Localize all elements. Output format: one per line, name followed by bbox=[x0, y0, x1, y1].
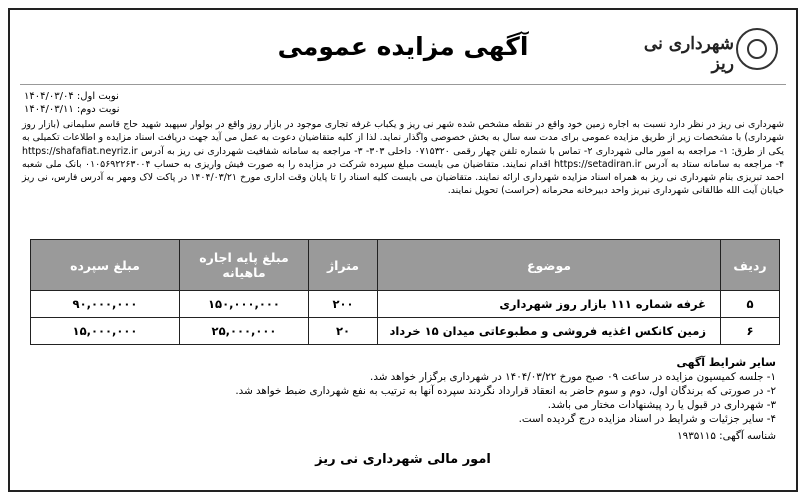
table-row bbox=[31, 291, 780, 318]
col-deposit: مبلغ سپرده bbox=[31, 240, 180, 291]
col-area: متراژ bbox=[309, 240, 378, 291]
first-notice-date: نوبت اول: ۱۴۰۴/۰۳/۰۴ bbox=[24, 91, 119, 102]
announcement-paragraph: شهرداری نی ریز در نظر دارد نسبت به اجاره زمین خود واقع در نقطه مشخص شده شهر نی ریز و یکباب غرفه تجاری موجود در بازار روز واقع در بولوار سپهبد شهید حاج قاسم سلیمانی (بازار روز شهرداری) با مشخصات زیر از طریق مزایده عمومی برای مدت سه سال به بخش خصوصی واگذار نماید. لذا از کلیه متقاضیان دعوت به عمل می آید جهت دریافت اسناد مزایده و اطلاعات تکمیلی به یکی از طرق: ۱- مراجعه به امور مالی شهرداری ۲- تماس با شماره تلفن چهار رقمی ۰۷۱۵۳۲۰ داخلی ۳۰۳- ۳- مراجعه به سامانه شفافیت شهرداری نی ریز به آدرس https://shafafiat.neyriz.ir ۴- مراجعه به سامانه ستاد به آدرس https://setadiran.ir اقدام نمایند. متقاضیان می بایست مبلغ سپرده شرکت در مزایده را به صورت فیش واریزی به حساب ۰۱۰۵۶۹۲۲۶۳۰۰۴ بانک ملی شعبه احمد تبریزی بنام شهرداری نی ریز به همراه اسناد مزایده شهرداری ارائه نمایند. متقاضیان می بایست کلیه اسناد را تا پایان وقت اداری مورخ ۱۴۰۴/۰۳/۲۱ در پاکت لاک ومهر به آدرس فارس، نی ریز خیابان آیت الله طالقانی شهرداری نیریز واحد دبیرخانه محرمانه (حراست) تحویل نمایند. bbox=[22, 119, 784, 197]
condition-item: ۳- شهرداری در قبول یا رد پیشنهادات مختار می باشد. bbox=[547, 399, 776, 411]
table-row bbox=[31, 318, 780, 345]
auction-items-table bbox=[30, 239, 780, 345]
col-row-number: ردیف bbox=[721, 240, 780, 291]
row-deposit: ۹۰,۰۰۰,۰۰۰ bbox=[31, 291, 180, 318]
second-notice-date: نوبت دوم: ۱۴۰۴/۰۳/۱۱ bbox=[24, 104, 120, 115]
logo-wordmark: شهرداری نی ریز bbox=[643, 34, 734, 74]
row-subject: زمین کانکس اغذیه فروشی و مطبوعاتی میدان ۱۵ خرداد bbox=[378, 318, 721, 345]
col-base-rent: مبلغ پایه اجاره ماهیانه bbox=[180, 240, 309, 291]
notice-frame bbox=[8, 8, 798, 492]
table-header-row bbox=[31, 240, 780, 291]
divider bbox=[20, 84, 786, 85]
page-title: آگهی مزایده عمومی bbox=[277, 32, 529, 61]
conditions-heading: سایر شرایط آگهی bbox=[676, 356, 776, 369]
ad-identifier: شناسه آگهی: ۱۹۳۵۱۱۵ bbox=[677, 430, 776, 442]
condition-item: ۱- جلسه کمیسیون مزایده در ساعت ۰۹ صبح مورخ ۱۴۰۴/۰۳/۲۲ در شهرداری برگزار خواهد شد. bbox=[370, 371, 776, 383]
row-number: ۶ bbox=[721, 318, 780, 345]
row-subject: غرفه شماره ۱۱۱ بازار روز شهرداری bbox=[378, 291, 721, 318]
condition-item: ۲- در صورتی که برندگان اول، دوم و سوم حاضر به انعقاد قرارداد نگردند سپرده آنها به ترتیب به نفع شهرداری ضبط خواهد شد. bbox=[235, 385, 776, 397]
condition-item: ۴- سایر جزئیات و شرایط در اسناد مزایده درج گردیده است. bbox=[518, 413, 776, 425]
row-area: ۲۰۰ bbox=[309, 291, 378, 318]
footer-signature: امور مالی شهرداری نی ریز bbox=[315, 452, 491, 467]
row-base-rent: ۲۵,۰۰۰,۰۰۰ bbox=[180, 318, 309, 345]
col-subject: موضوع bbox=[378, 240, 721, 291]
row-deposit: ۱۵,۰۰۰,۰۰۰ bbox=[31, 318, 180, 345]
row-number: ۵ bbox=[721, 291, 780, 318]
conditions-section bbox=[16, 356, 776, 426]
row-base-rent: ۱۵۰,۰۰۰,۰۰۰ bbox=[180, 291, 309, 318]
row-area: ۲۰ bbox=[309, 318, 378, 345]
notice-dates bbox=[24, 90, 119, 116]
